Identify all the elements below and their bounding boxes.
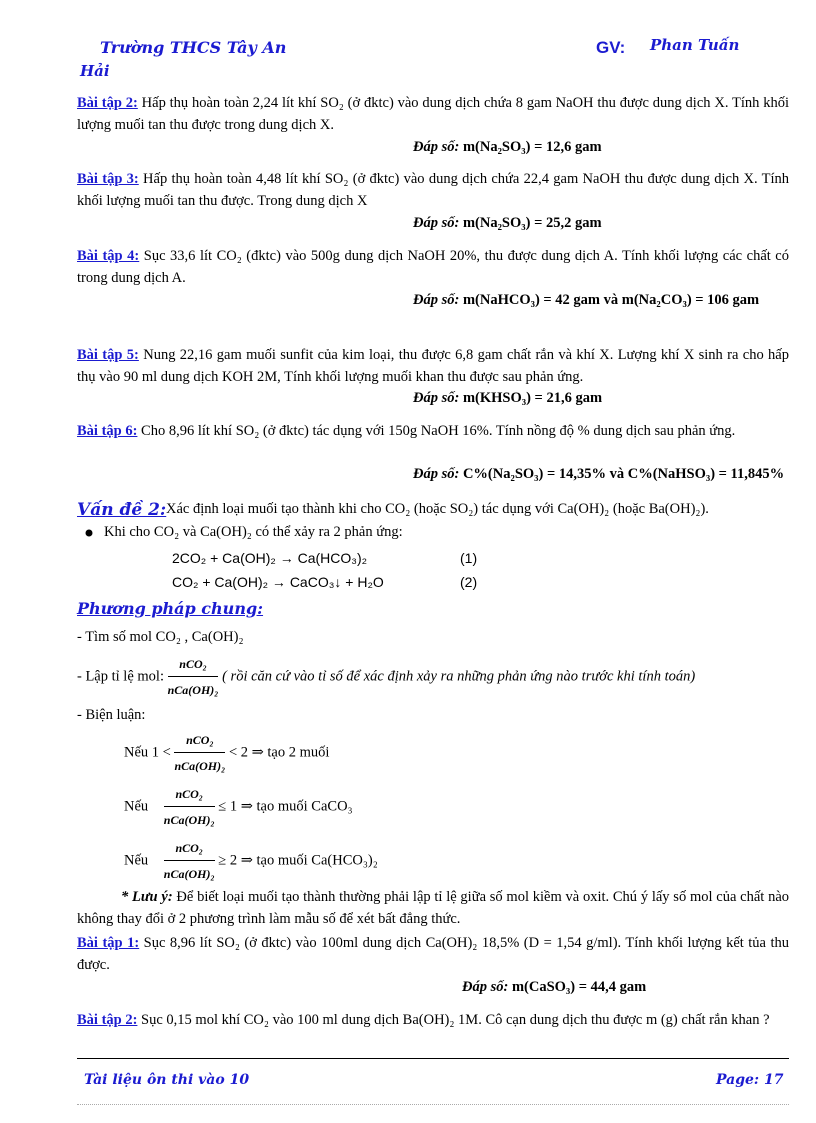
answer-label: Đáp số: — [413, 466, 460, 482]
exercise-label: Bài tập 5: — [77, 347, 139, 363]
answer-value: m(CaSO₃) = 44,4 gam — [511, 979, 647, 995]
teacher-name: Phan Tuấn — [650, 36, 740, 54]
answer-2 — [413, 139, 602, 156]
fraction-denominator: nCa(OH)₂ — [174, 759, 226, 773]
mol-ratio-fraction — [164, 784, 215, 830]
teacher-label: GV: — [596, 38, 626, 57]
method-heading: Phương pháp chung: — [77, 599, 264, 618]
bullet-icon — [84, 528, 94, 538]
case-3 — [124, 838, 378, 884]
exercise-4 — [77, 245, 789, 289]
fraction-denominator: nCa(OH)₂ — [163, 867, 215, 881]
method-step-1: - Tìm số mol CO₂ , Ca(OH)₂ — [77, 629, 244, 645]
answer-label: Đáp số: — [413, 292, 460, 308]
fraction-numerator: nCO₂ — [168, 654, 219, 677]
exercise-text: Hấp thụ hoàn toàn 4,48 lít khí SO₂ (ở đktc) vào dung dịch chứa 22,4 gam NaOH thu được dung dịch X. Tính khối lượng muối tan thu được. Trong dung dịch X — [77, 171, 790, 209]
answer-label: Đáp số: — [413, 215, 460, 231]
answer-3 — [413, 215, 602, 232]
issue-text: Xác định loại muối tạo thành khi cho CO₂ (hoặc SO₂) tác dụng với Ca(OH)₂ (hoặc Ba(OH)₂). — [166, 501, 709, 517]
step-2-label: - Lập tỉ lệ mol: — [77, 668, 164, 685]
exercise-label: Bài tập 2: — [77, 95, 138, 111]
case-1-result: < 2 ⇒ tạo 2 muối — [228, 744, 330, 761]
answer-4 — [413, 292, 759, 309]
exercise-text: Sục 0,15 mol khí CO₂ vào 100 ml dung dịch Ba(OH)₂ 1M. Cô cạn dung dịch thu được m (g) chất rắn khan ? — [141, 1012, 770, 1028]
exercise-6 — [77, 420, 789, 442]
fraction-numerator: nCO₂ — [164, 784, 215, 807]
answer-1b — [462, 979, 646, 996]
case-2 — [124, 784, 353, 830]
fraction-numerator: nCO₂ — [164, 838, 215, 861]
exercise-1b — [77, 932, 789, 976]
equation-2-number: (2) — [460, 574, 478, 590]
mol-ratio-fraction — [164, 838, 215, 884]
answer-label: Đáp số: — [462, 979, 509, 995]
mol-ratio-fraction — [174, 730, 225, 776]
case-3-result: ≥ 2 ⇒ tạo muối Ca(HCO₃)₂ — [218, 852, 378, 869]
answer-value: m(NaHCO₃) = 42 gam và m(Na₂CO₃) = 106 gam — [462, 292, 760, 308]
note-label: * Lưu ý: — [121, 889, 173, 905]
exercise-text: Sục 8,96 lít SO₂ (ở đktc) vào 100ml dung dịch Ca(OH)₂ 18,5% (D = 1,54 g/ml). Tính khối lượng kết tủa thu được. — [77, 935, 790, 973]
answer-label: Đáp số: — [413, 139, 460, 155]
page-number: Page: 17 — [716, 1072, 784, 1088]
equation-1: 2CO₂ + Ca(OH)₂ → Ca(HCO₃)₂ — [172, 550, 368, 566]
exercise-label: Bài tập 4: — [77, 248, 140, 264]
answer-value: C%(Na₂SO₃) = 14,35% và C%(NaHSO₃) = 11,845% — [462, 466, 785, 482]
exercise-label: Bài tập 1: — [77, 935, 140, 951]
issue-heading: Vấn đề 2: — [77, 500, 167, 520]
case-3-prefix: Nếu — [124, 852, 149, 869]
answer-value: m(KHSO₃) = 21,6 gam — [462, 390, 603, 406]
teacher-name-cont: Hải — [80, 62, 110, 80]
answer-5 — [413, 390, 602, 407]
fraction-denominator: nCa(OH)₂ — [167, 683, 219, 697]
answer-value: m(Na₂SO₃) = 12,6 gam — [462, 139, 602, 155]
step-2-note: ( rồi căn cứ vào tỉ số để xác định xảy ra những phản ứng nào trước khi tính toán) — [222, 668, 696, 685]
bullet-text: Khi cho CO₂ và Ca(OH)₂ có thể xảy ra 2 phản ứng: — [104, 524, 403, 540]
method-step-3: - Biện luận: — [77, 707, 146, 723]
exercise-label: Bài tập 6: — [77, 423, 138, 439]
fraction-denominator: nCa(OH)₂ — [163, 813, 215, 827]
footer-title: Tài liệu ôn thi vào 10 — [84, 1072, 250, 1088]
exercise-5 — [77, 344, 789, 388]
exercise-3 — [77, 168, 789, 212]
answer-value: m(Na₂SO₃) = 25,2 gam — [462, 215, 602, 231]
fraction-numerator: nCO₂ — [174, 730, 225, 753]
answer-6 — [413, 466, 784, 483]
case-2-prefix: Nếu — [124, 798, 149, 815]
case-1-prefix: Nếu 1 < — [124, 744, 171, 761]
exercise-text: Nung 22,16 gam muối sunfit của kim loại, thu được 6,8 gam chất rắn và khí X. Lượng khí X sinh ra cho hấp thụ vào 90 ml dung dịch KOH 2M, Tính khối lượng muối khan thu được sau phản ứng. — [77, 347, 789, 385]
footer-divider — [77, 1058, 789, 1059]
exercise-text: Hấp thụ hoàn toàn 2,24 lít khí SO₂ (ở đktc) vào dung dịch chứa 8 gam NaOH thu được dung dịch X. Tính khối lượng muối tan thu được trong dung dịch X. — [77, 95, 790, 133]
exercise-label: Bài tập 3: — [77, 171, 139, 187]
exercise-label: Bài tập 2: — [77, 1012, 138, 1028]
equation-1-number: (1) — [460, 550, 478, 566]
exercise-2 — [77, 92, 789, 136]
note-text: Để biết loại muối tạo thành thường phải lập tỉ lệ giữa số mol kiềm và oxit. Chú ý lấy số mol của chất nào không thay đổi ở 2 phương trình làm mẫu số để xét bất đẳng thức. — [77, 889, 790, 927]
exercise-text: Cho 8,96 lít khí SO₂ (ở đktc) tác dụng với 150g NaOH 16%. Tính nồng độ % dung dịch sau phản ứng. — [141, 423, 736, 439]
bottom-dotted-line — [77, 1104, 789, 1105]
school-name: Trường THCS Tây An — [100, 38, 287, 57]
note — [77, 886, 789, 930]
exercise-2b — [77, 1009, 789, 1031]
equation-2: CO₂ + Ca(OH)₂ → CaCO₃↓ + H₂O — [172, 574, 384, 590]
answer-label: Đáp số: — [413, 390, 460, 406]
exercise-text: Sục 33,6 lít CO₂ (đktc) vào 500g dung dịch NaOH 20%, thu được dung dịch A. Tính khối lượng các chất có trong dung dịch A. — [77, 248, 789, 286]
mol-ratio-fraction — [168, 654, 219, 700]
method-step-2 — [77, 654, 789, 700]
case-1 — [124, 730, 329, 776]
case-2-result: ≤ 1 ⇒ tạo muối CaCO₃ — [218, 798, 353, 815]
